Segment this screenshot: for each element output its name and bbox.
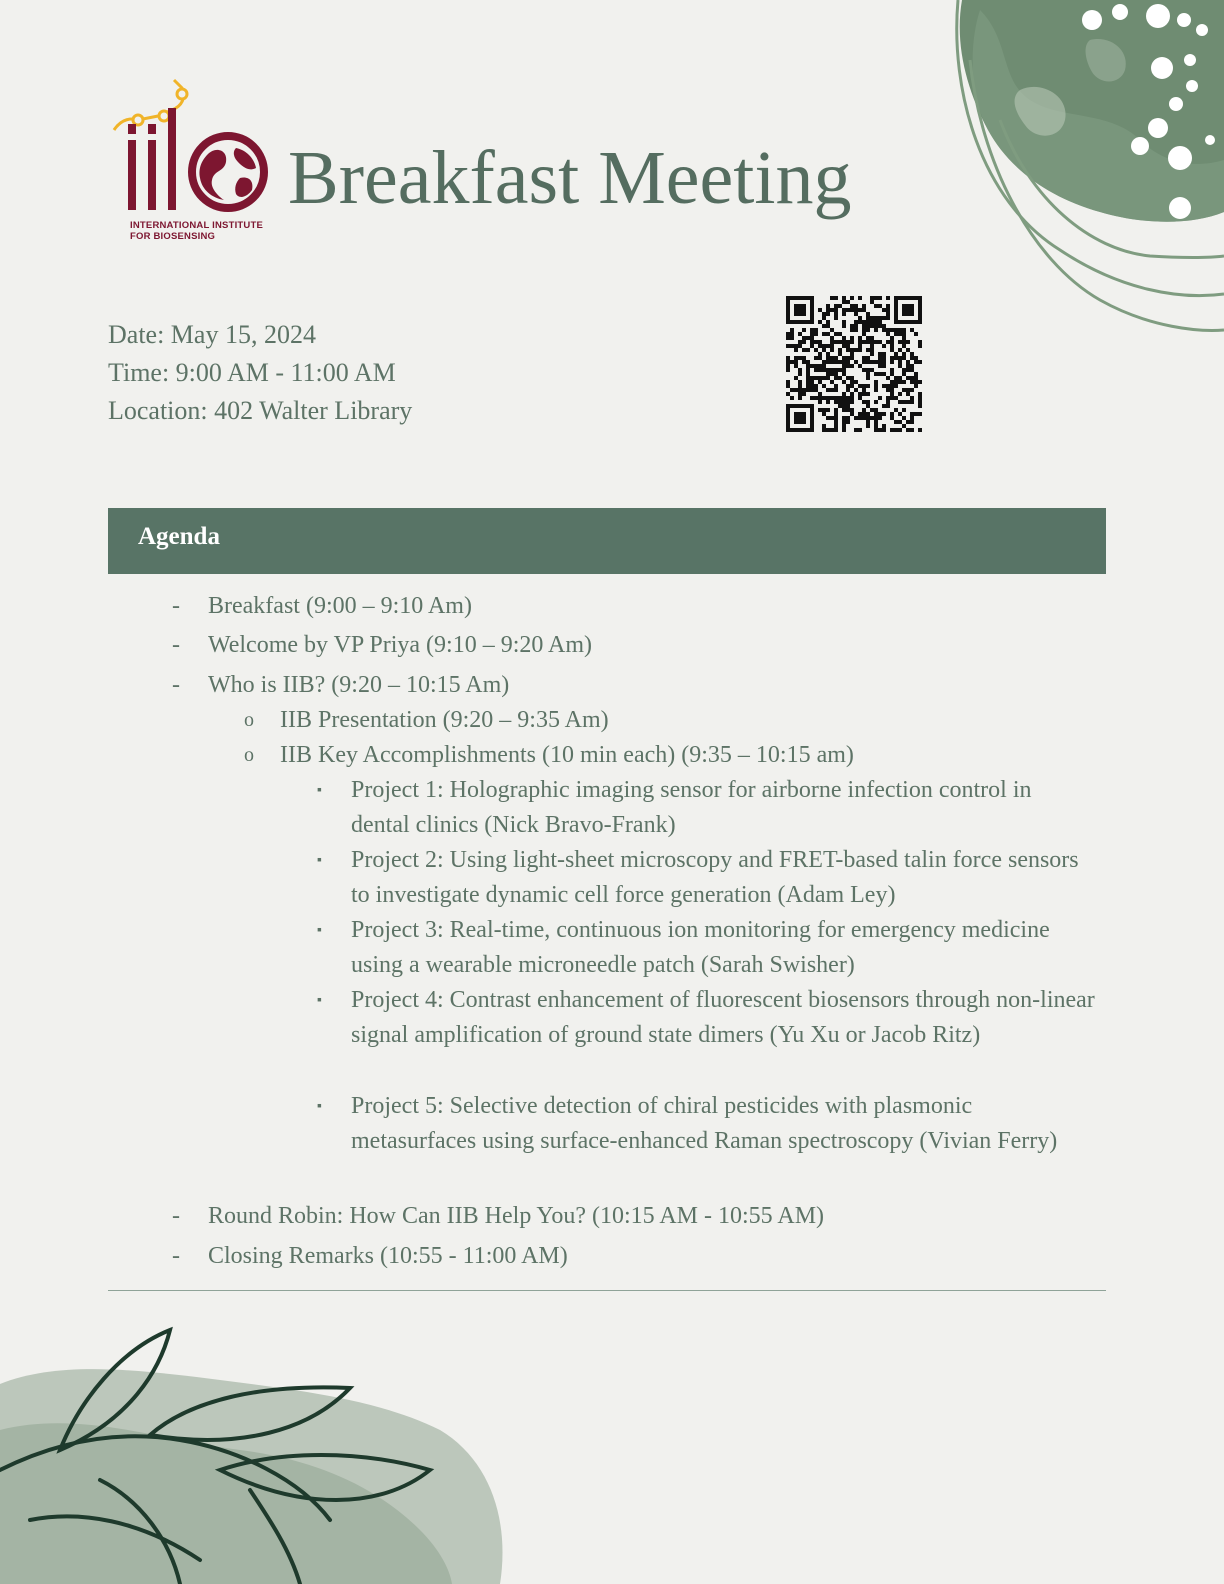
decorative-leaf-branch-bottom bbox=[0, 1320, 520, 1584]
logo-text-line1: INTERNATIONAL INSTITUTE bbox=[130, 220, 264, 231]
qr-code-icon[interactable] bbox=[786, 296, 922, 432]
decorative-leaf-blob-top bbox=[940, 0, 1224, 340]
meeting-details bbox=[108, 316, 412, 430]
list-marker: - bbox=[172, 1243, 180, 1269]
agenda-item-text: Breakfast (9:00 – 9:10 Am) bbox=[208, 593, 472, 619]
meeting-time: Time: 9:00 AM - 11:00 AM bbox=[108, 358, 396, 387]
list-marker: ▪ bbox=[317, 1099, 322, 1114]
agenda-item-text: IIB Key Accomplishments (10 min each) (9:35 – 10:15 am) bbox=[280, 742, 854, 768]
meeting-date: Date: May 15, 2024 bbox=[108, 320, 316, 349]
agenda-item-text: Project 4: Contrast enhancement of fluorescent biosensors through non-linear signal amplification of ground state dimers (Yu Xu or Jacob Ritz) bbox=[351, 987, 1095, 1048]
agenda-item-text: Closing Remarks (10:55 - 11:00 AM) bbox=[208, 1243, 568, 1269]
agenda-header-bar bbox=[108, 508, 1106, 574]
agenda-item-text: Project 5: Selective detection of chiral pesticides with plasmonic metasurfaces using surface-enhanced Raman spectroscopy (Vivian Ferry) bbox=[351, 1093, 1058, 1154]
list-marker: - bbox=[172, 1203, 180, 1229]
meeting-location: Location: 402 Walter Library bbox=[108, 396, 413, 425]
agenda-item-text: Welcome by VP Priya (9:10 – 9:20 Am) bbox=[208, 632, 593, 658]
section-divider bbox=[108, 1290, 1106, 1291]
logo-text-line2: FOR BIOSENSING bbox=[130, 231, 216, 242]
list-marker: ▪ bbox=[317, 783, 322, 798]
list-marker: - bbox=[172, 593, 180, 619]
list-marker: - bbox=[172, 672, 180, 698]
iib-logo-mark-icon bbox=[108, 72, 278, 217]
list-marker: ▪ bbox=[317, 853, 322, 868]
list-marker: - bbox=[172, 632, 180, 658]
agenda-item-text: Who is IIB? (9:20 – 10:15 Am) bbox=[208, 672, 510, 698]
agenda-item-text: Project 1: Holographic imaging sensor for airborne infection control in dental clinics (Nick Bravo-Frank) bbox=[351, 777, 1032, 838]
agenda-item-text: Project 2: Using light-sheet microscopy and FRET-based talin force sensors to investigate dynamic cell force generation (Adam Ley) bbox=[351, 847, 1079, 908]
list-marker: ▪ bbox=[317, 993, 322, 1008]
iib-logo bbox=[108, 72, 278, 247]
agenda-item-text: Project 3: Real-time, continuous ion monitoring for emergency medicine using a wearable microneedle patch (Sarah Swisher) bbox=[351, 917, 1050, 978]
list-marker: o bbox=[244, 709, 254, 731]
agenda-item-text: Round Robin: How Can IIB Help You? (10:15 AM - 10:55 AM) bbox=[208, 1203, 825, 1229]
agenda-heading: Agenda bbox=[138, 523, 220, 550]
page-title: Breakfast Meeting bbox=[288, 136, 852, 220]
list-marker: ▪ bbox=[317, 923, 322, 938]
list-marker: o bbox=[244, 744, 254, 766]
agenda-item-text: IIB Presentation (9:20 – 9:35 Am) bbox=[280, 707, 609, 733]
